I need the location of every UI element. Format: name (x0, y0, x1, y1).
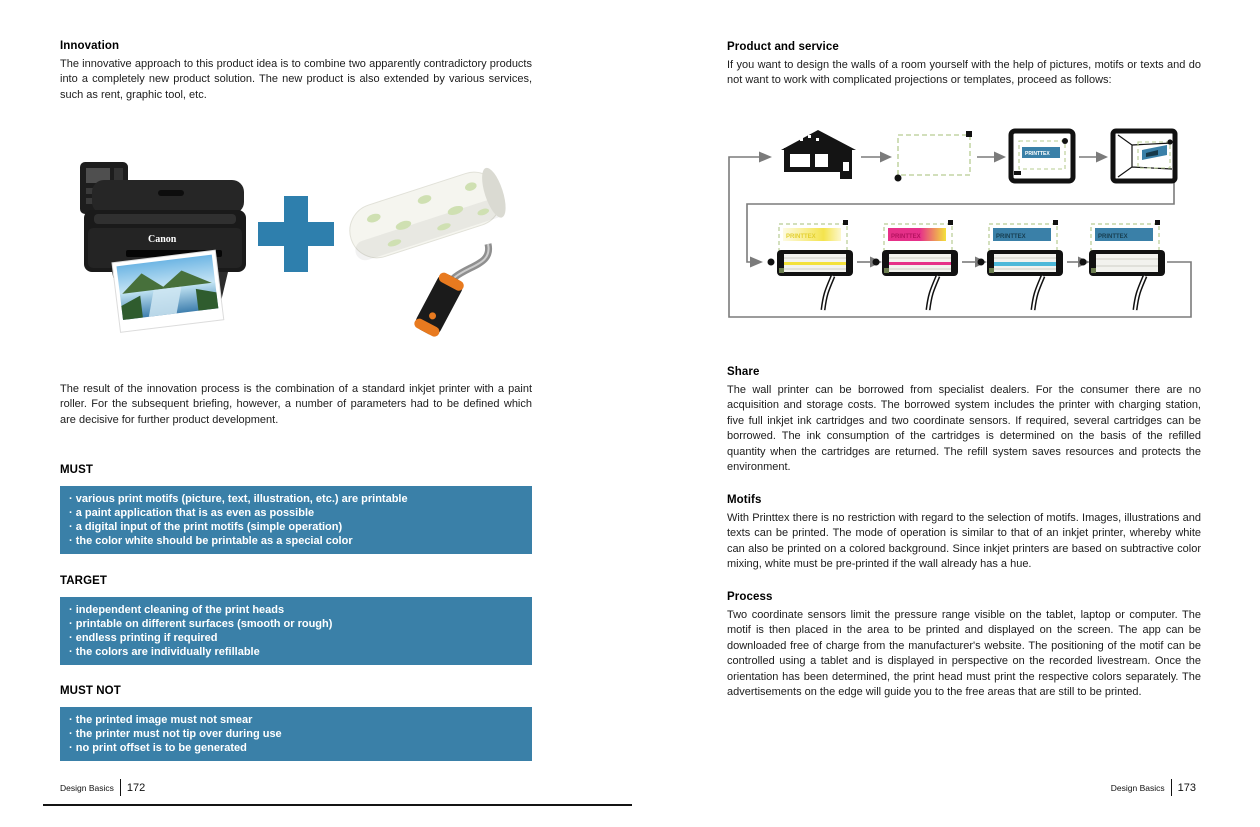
page-number: 172 (126, 781, 146, 794)
target-heading: TARGET (60, 575, 108, 587)
process-paragraph: Two coordinate sensors limit the pressure range visible on the tablet, laptop or computer. The motif is then placed in the area to be printed and displayed on the screen. The app can be downloaded free of charge from the manufacturer's website. The positioning of the motif can be controlled using a tablet and is displayed in perspective on the recorded livestream. Once the orientation has been determined, the print head must print the respective colors separately. The advertisements on the edge will guide you to the free areas that are still to be printed. (727, 609, 1201, 699)
roller-grip (413, 271, 466, 338)
target-item: · printable on different surfaces (smooth or rough) (69, 618, 333, 630)
book-title: Design Basics (1110, 782, 1165, 793)
footer-divider (120, 779, 121, 796)
flow-arrow (994, 152, 1006, 163)
wall-printer-magenta-icon (873, 220, 959, 310)
flow-arrow (750, 257, 763, 268)
must-item: · various print motifs (picture, text, illustration, etc.) are printable (69, 493, 408, 505)
innovation-paragraph: The innovative approach to this product idea is to combine two apparently contradictory products into a completely new product solution. The new product is also extended by various services, such as rent, graphic tool, etc. (60, 58, 532, 101)
must-not-item: · the printer must not tip over during use (69, 728, 282, 740)
must-item: · a digital input of the print motifs (simple operation) (69, 521, 343, 533)
plus-icon (258, 196, 334, 272)
process-diagram (726, 118, 1198, 323)
wall-printer-complete-icon (1080, 220, 1166, 310)
product-service-paragraph: If you want to design the walls of a room yourself with the help of pictures, motifs or texts and do not want to work with complicated projections or templates, proceed as follows: (727, 59, 1201, 87)
must-item: · the color white should be printable as a special color (69, 535, 353, 547)
target-item: · independent cleaning of the print heads (69, 604, 285, 616)
store-icon (781, 130, 856, 179)
product-service-heading: Product and service (727, 41, 839, 53)
left-page-bottom-rule (43, 804, 632, 806)
printed-photo (112, 250, 224, 332)
must-list (60, 486, 532, 554)
target-item: · endless printing if required (69, 632, 218, 644)
left-page-footer (60, 779, 145, 796)
must-heading: MUST (60, 464, 93, 476)
print-area-marking-icon (895, 131, 973, 182)
row-connector-line (747, 157, 1174, 262)
innovation-heading: Innovation (60, 40, 120, 52)
wall-printer-cyan-icon (978, 220, 1064, 310)
printtex-label: PRINTTEX (1025, 151, 1050, 157)
footer-divider (1171, 779, 1172, 796)
tablet-preview-icon (1113, 131, 1175, 181)
flow-arrow (880, 152, 892, 163)
share-heading: Share (727, 366, 760, 378)
target-list (60, 597, 532, 665)
must-not-heading: MUST NOT (60, 685, 121, 697)
motifs-heading: Motifs (727, 494, 762, 506)
paint-roller-photo (336, 146, 528, 338)
flow-arrow (759, 152, 772, 163)
must-item: · a paint application that is as even as possible (69, 507, 315, 519)
book-title: Design Basics (60, 782, 114, 793)
tablet-app-icon (1011, 131, 1073, 181)
wall-printer-yellow-icon (768, 220, 854, 310)
printtex-label: PRINTTEX (786, 234, 816, 240)
printer-brand-label: Canon (148, 234, 177, 245)
must-not-item: · the printed image must not smear (69, 714, 253, 726)
result-paragraph: The result of the innovation process is the combination of a standard inkjet printer with a paint roller. For the subsequent briefing, however, a number of parameters had to be defined which are decisive for further product development. (60, 383, 532, 426)
flow-arrow (1096, 152, 1108, 163)
must-not-item: · no print offset is to be generated (69, 742, 247, 754)
inkjet-printer-photo (70, 152, 254, 342)
right-page-footer (1040, 779, 1196, 796)
share-paragraph: The wall printer can be borrowed from specialist dealers. For the consumer there are no acquisition and storage costs. The borrowed system includes the printer with charging station, five full inkjet ink cartridges and two coordinate sensors. If required, several cartridges can be borrowed. The ink consumption of the cartridges is determined on the basis of the refilled quantity when the cartridges are returned. The refill system saves resources and protects the environment. (727, 384, 1201, 474)
must-not-list (60, 707, 532, 761)
process-heading: Process (727, 591, 773, 603)
page-number: 173 (1177, 781, 1196, 794)
printtex-label: PRINTTEX (891, 234, 921, 240)
motifs-paragraph: With Printtex there is no restriction with regard to the selection of motifs. Images, illustrations and texts can be printed. The mode of operation is similar to that of an inkjet printer, whereby white can also be printed on a colored background. Since inkjet printers are based on subtractive color mixing, white must be pre-printed if the wall already has a hue. (727, 512, 1201, 571)
printtex-label: PRINTTEX (1098, 234, 1128, 240)
printtex-label: PRINTTEX (996, 234, 1026, 240)
target-item: · the colors are individually refillable (69, 646, 260, 658)
